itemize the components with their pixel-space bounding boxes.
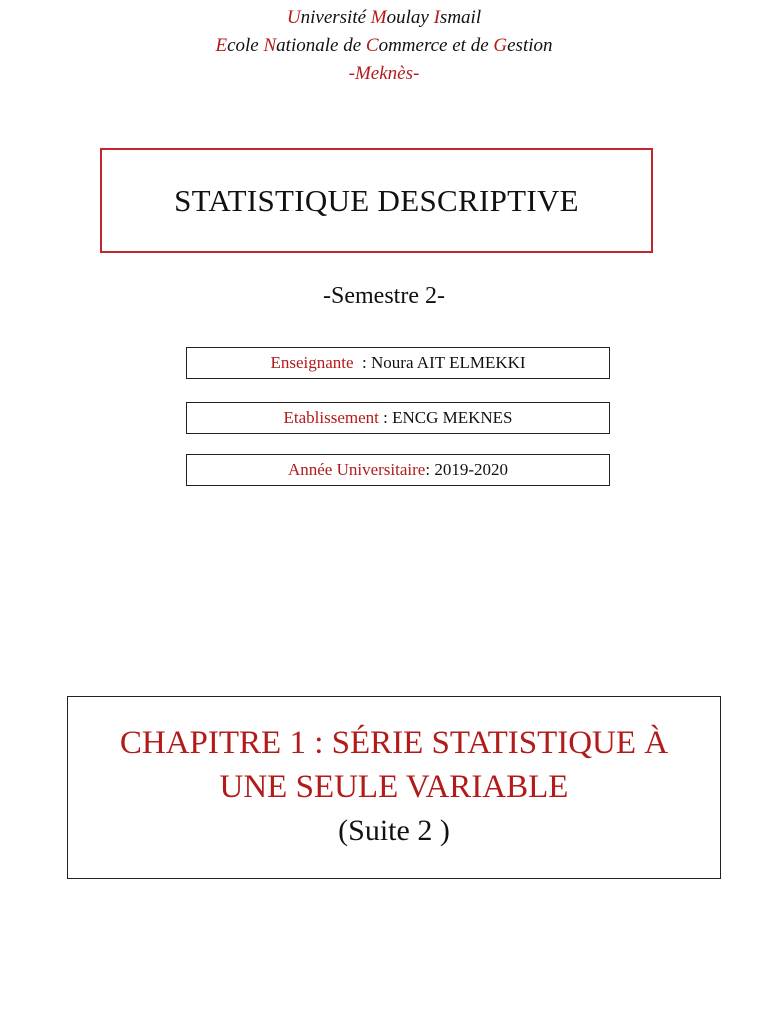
year-label: Année Universitaire — [287, 460, 426, 479]
course-title-box — [100, 148, 653, 253]
teacher-separator: : — [353, 353, 372, 372]
city-name: -Meknès- — [348, 63, 420, 84]
semester-label: -Semestre 2- — [323, 283, 445, 309]
initial-letter: I — [433, 7, 440, 28]
teacher-info-box — [186, 347, 610, 379]
teacher-value: Noura AIT ELMEKKI — [371, 353, 526, 372]
institution-header — [0, 4, 768, 88]
initial-letter: E — [215, 35, 228, 56]
initial-letter: C — [365, 35, 379, 56]
chapter-title-line-2: UNE SEULE VARIABLE — [219, 769, 569, 805]
school-name: Ecole Nationale de Commerce et de Gestion — [215, 35, 553, 56]
year-separator: : — [425, 460, 435, 479]
chapter-box — [67, 696, 721, 879]
school-separator: : — [378, 408, 393, 427]
initial-letter: N — [263, 35, 277, 56]
chapter-subtitle: (Suite 2 ) — [338, 814, 450, 847]
course-title: STATISTIQUE DESCRIPTIVE — [174, 182, 579, 218]
initial-letter: M — [370, 7, 387, 28]
teacher-label: Enseignante — [270, 353, 354, 372]
school-value: ENCG MEKNES — [392, 408, 513, 427]
chapter-title-line-1: CHAPITRE 1 : SÉRIE STATISTIQUE À — [119, 725, 669, 761]
year-value: 2019-2020 — [434, 460, 509, 479]
school-label: Etablissement — [283, 408, 379, 427]
initial-letter: G — [493, 35, 508, 56]
university-name: Université Moulay Ismail — [286, 7, 482, 28]
school-info-box — [186, 402, 610, 434]
year-info-box — [186, 454, 610, 486]
initial-letter: U — [286, 7, 301, 28]
